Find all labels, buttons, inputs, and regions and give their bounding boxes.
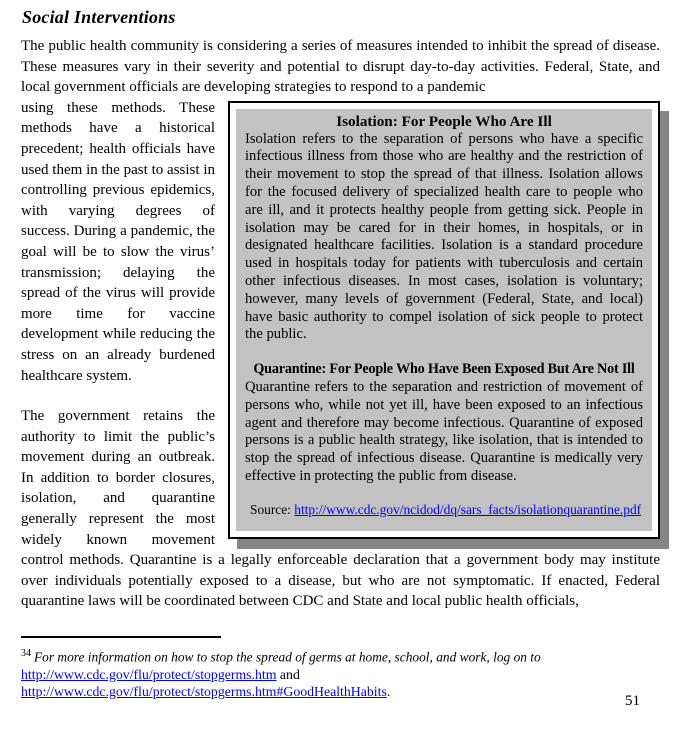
- body-paragraph-2: The government retains the authority to limit the public’s movement during an outbreak. In addition to border closures, isolation, and quarantine generally represent the most widely known movement control methods. Quarantine is a legally enforceable declaration that a government body may institute over individuals potentially exposed to a disease, but who are not symptomatic. If enacted, Federal quarantine laws will be coordinated between CDC and State and local public health officials,: [21, 408, 660, 610]
- page-title: Social Interventions: [22, 7, 176, 27]
- footnote-link-line-2: [21, 683, 660, 701]
- quarantine-heading: Quarantine: For People Who Have Been Exposed But Are Not Ill: [253, 361, 635, 378]
- footnote-number: 34: [21, 648, 31, 660]
- footnote-link-2[interactable]: http://www.cdc.gov/flu/protect/stopgerms.htm#GoodHealthHabits: [21, 684, 387, 699]
- isolation-body: Isolation refers to the separation of persons who have a specific infectious illness from those who are healthy and the restriction of their movement to stop the spread of that illness. Isolation allows for the focused delivery of specialized health care to people who are ill, and it protects healthy people from getting sick. People in isolation may be cared for in their homes, in hospitals, or in designated healthcare facilities. Isolation is a standard procedure used in hospitals today for patients with tuberculosis and certain other infectious diseases. In most cases, isolation is voluntary; however, many levels of government (Federal, State, and local) have basic authority to compel isolation of sick people to protect the public.: [245, 130, 643, 343]
- footnote-text-line: [21, 645, 660, 665]
- page-number: 51: [625, 693, 640, 709]
- callout-box-inner: [236, 109, 652, 531]
- footnote-separator: [21, 636, 221, 638]
- intro-paragraph: The public health community is considering a series of measures intended to inhibit the spread of disease. These measures vary in their severity and potential to disrupt day-to-day activities. Federal, State, and local government officials are developing strategies to respond to a pandemic: [21, 38, 660, 96]
- source-link[interactable]: http://www.cdc.gov/ncidod/dq/sars_facts/isolationquarantine.pdf: [294, 501, 642, 517]
- footnote-text: For more information on how to stop the spread of germs at home, school, and work, log on to: [34, 649, 541, 665]
- body-paragraph-1: using these methods. These methods have a historical precedent; health officials have used them in the past to assist in controlling previous epidemics, with varying degrees of success. During a pandemic, the goal will be to slow the virus’ transmission; delaying the spread of the virus will provide more time for vaccine development while reducing the stress on an already burdened healthcare system.: [21, 99, 215, 384]
- quarantine-body: Quarantine refers to the separation and restriction of movement of persons who, while not yet ill, have been exposed to an infectious agent and therefore may become infectious. Quarantine of exposed persons is a public health strategy, like isolation, that is intended to stop the spread of infectious disease. Quarantine is medically very effective in protecting the public from disease.: [245, 378, 643, 484]
- isolation-quarantine-callout-box: [228, 101, 660, 539]
- footnote-link-1[interactable]: http://www.cdc.gov/flu/protect/stopgerms.htm: [21, 666, 277, 682]
- footnote-link-2-suffix: .: [386, 684, 391, 699]
- footnote-link-line-1: [21, 666, 660, 684]
- source-label: Source:: [250, 501, 295, 517]
- footnote-area: [21, 636, 660, 700]
- main-flow: [21, 98, 660, 612]
- source-row: [245, 501, 643, 519]
- isolation-heading: Isolation: For People Who Are Ill: [336, 112, 552, 130]
- footnote-link-1-suffix: and: [276, 666, 300, 682]
